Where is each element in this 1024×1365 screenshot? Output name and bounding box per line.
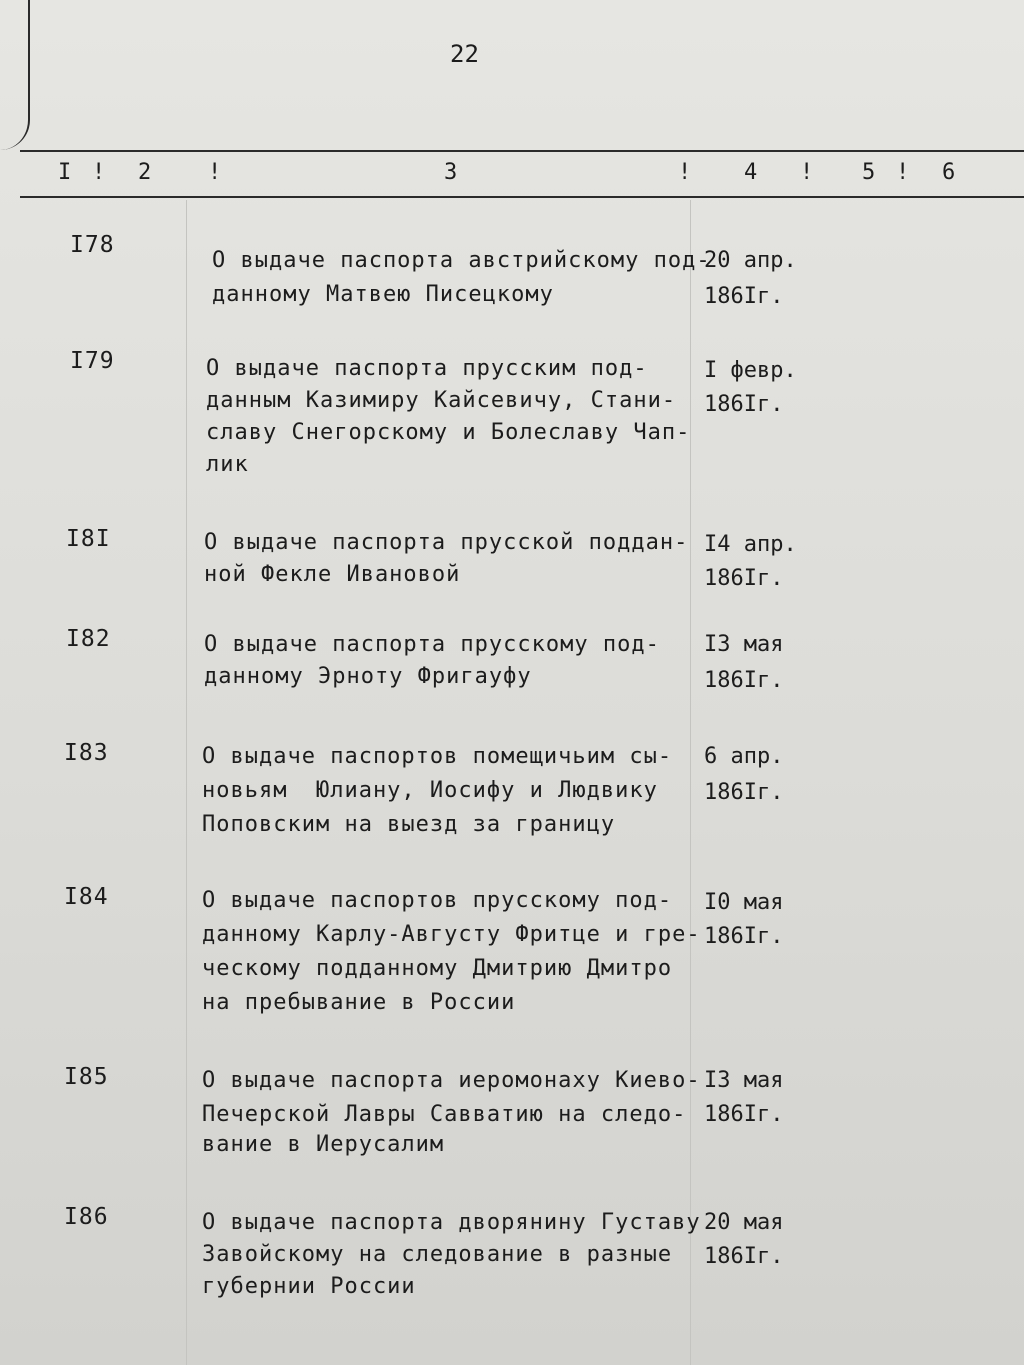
column-divider [186, 200, 187, 1365]
entry-date-year: 186Iг. [704, 284, 784, 309]
entry-text-line: ческому подданному Дмитрию Дмитро [202, 956, 673, 981]
entry-text-line: на пребывание в России [202, 990, 516, 1015]
entry-date-year: 186Iг. [704, 566, 784, 591]
header-top-rule [20, 150, 1024, 152]
entry-number: I79 [70, 348, 115, 374]
entry-text-line: О выдаче паспорта прусским под- [206, 356, 648, 381]
entry-date-year: 186Iг. [704, 1102, 784, 1127]
header-sep-3: ! [678, 160, 692, 185]
header-col-2: 2 [138, 160, 152, 185]
entry-date-year: 186Iг. [704, 1244, 784, 1269]
entry-date-day: 20 апр. [704, 248, 797, 273]
column-divider [690, 200, 691, 1365]
entry-text-line: губернии России [202, 1274, 416, 1299]
entry-date-day: 20 мая [704, 1210, 784, 1235]
entry-text-line: данному Эрноту Фригауфу [204, 664, 532, 689]
entry-date-day: I февр. [704, 358, 797, 383]
entry-text-line: О выдаче паспорта дворянину Густаву [202, 1210, 701, 1235]
entry-text-line: О выдаче паспортов помещичьим сы- [202, 744, 673, 769]
entry-date-day: I4 апр. [704, 532, 797, 557]
entry-date-year: 186Iг. [704, 392, 784, 417]
header-col-4: 4 [744, 160, 758, 185]
entry-number: I8I [66, 526, 111, 552]
entry-text-line: славу Снегорскому и Болеславу Чап- [206, 420, 691, 445]
entry-text-line: Поповским на выезд за границу [202, 812, 616, 837]
header-sep-2: ! [208, 160, 222, 185]
entry-date-day: I3 мая [704, 1068, 784, 1093]
entry-text-line: новьям Юлиану, Иосифу и Людвику [202, 778, 658, 803]
entry-number: I78 [70, 232, 115, 258]
entry-text-line: вание в Иерусалим [202, 1132, 445, 1157]
entry-text-line: данному Карлу-Августу Фритце и гре- [202, 922, 701, 947]
entry-date-day: 6 апр. [704, 744, 784, 769]
header-col-3: 3 [444, 160, 458, 185]
header-sep-5: ! [896, 160, 910, 185]
entry-number: I85 [64, 1064, 109, 1090]
binding-edge [0, 0, 30, 150]
entry-date-year: 186Iг. [704, 780, 784, 805]
entry-text-line: Завойскому на следование в разные [202, 1242, 673, 1267]
entry-number: I83 [64, 740, 109, 766]
entry-text-line: данным Казимиру Кайсевичу, Стани- [206, 388, 677, 413]
entry-number: I84 [64, 884, 109, 910]
entry-number: I86 [64, 1204, 109, 1230]
header-bottom-rule [20, 196, 1024, 198]
entry-text-line: данному Матвею Писецкому [212, 282, 554, 307]
entry-text-line: О выдаче паспорта иеромонаху Киево- [202, 1068, 701, 1093]
entry-text-line: лик [206, 452, 249, 477]
entry-text-line: Печерской Лавры Савватию на следо- [202, 1102, 687, 1127]
header-col-6: 6 [942, 160, 956, 185]
entry-date-day: I3 мая [704, 632, 784, 657]
entry-number: I82 [66, 626, 111, 652]
page-number: 22 [450, 40, 479, 68]
header-col-5: 5 [862, 160, 876, 185]
header-col-1: I [58, 160, 72, 185]
entry-text-line: О выдаче паспорта прусскому под- [204, 632, 660, 657]
header-sep-1: ! [92, 160, 106, 185]
entry-text-line: О выдаче паспортов прусскому под- [202, 888, 673, 913]
entry-date-year: 186Iг. [704, 668, 784, 693]
entry-text-line: ной Фекле Ивановой [204, 562, 461, 587]
entry-text-line: О выдаче паспорта австрийскому под- [212, 248, 711, 273]
entry-date-year: 186Iг. [704, 924, 784, 949]
header-sep-4: ! [800, 160, 814, 185]
entry-text-line: О выдаче паспорта прусской поддан- [204, 530, 689, 555]
entry-date-day: I0 мая [704, 890, 784, 915]
